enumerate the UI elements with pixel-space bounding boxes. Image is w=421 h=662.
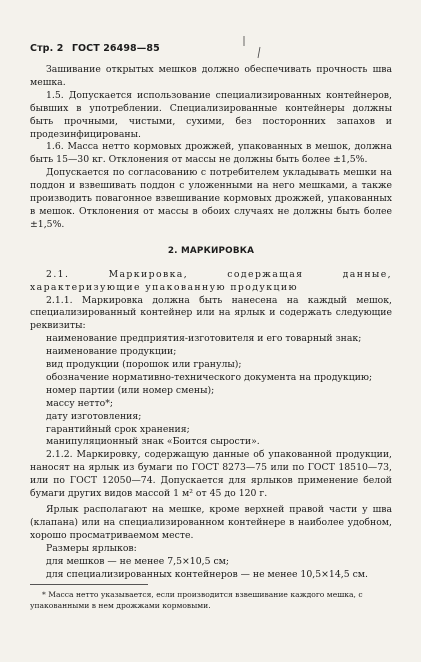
section-title: 2. МАРКИРОВКА <box>167 245 255 256</box>
paragraph-2-1: 2.1. Маркировка, содержащая данные, характеризующие упакованную продукцию <box>30 268 392 293</box>
list-item: массу нетто*; <box>46 397 113 409</box>
paragraph-2-1-1: 2.1.1. Маркировка должна быть нанесена на каждый мешок, специализированный контейнер или на ярлык и содержать следующие реквизиты: <box>30 294 392 332</box>
footnote <box>30 590 392 611</box>
footnote-text: * Масса нетто указывается, если производится взвешивание каждого мешка, с упакованными в нем дрожжами кормовыми. <box>30 590 363 610</box>
list-item: вид продукции (порошок или гранулы); <box>46 359 242 371</box>
paragraph-1-6: 1.6. Масса нетто кормовых дрожжей, упакованных в мешок, должна быть 15—30 кг. Отклонения от массы не должны быть более ±1,5%. <box>30 141 392 166</box>
standard-number: ГОСТ 26498—85 <box>71 43 160 54</box>
paragraph-stitching: Зашивание открытых мешков должно обеспечивать прочность шва мешка. <box>30 64 392 88</box>
paragraph-2-1-2: 2.1.2. Маркировку, содержащую данные об упакованной продукции, наносят на ярлык из бумаги по ГОСТ 8273—75 или по ГОСТ 18510—73, или по ГОСТ 12050—74. Допускается для ярлыков применение белой бумаги других видов массой 1 м² от 45 до 120 г. <box>30 449 392 500</box>
label-size-containers: для специализированных контейнеров — не менее 10,5×14,5 см. <box>46 568 368 580</box>
label-size-bags: для мешков — не менее 7,5×10,5 см; <box>46 555 230 567</box>
footnote-divider <box>30 584 148 585</box>
page-header <box>30 43 165 54</box>
requisites-list <box>30 333 392 449</box>
list-item: наименование предприятия-изготовителя и его товарный знак; <box>46 333 362 345</box>
page-number: Стр. 2 <box>30 43 64 54</box>
paragraph-pallet: Допускается по согласованию с потребителем укладывать мешки на поддон и взвешивать поддон с уложенными на него мешками, а также производить повагонное взвешивание кормовых дрожжей, упакованных в мешок. Отклонения от массы в обоих случаях не должны быть более ±1,5%. <box>30 167 392 230</box>
paragraph-1-5: 1.5. Допускается использование специализированных контейнеров, бывших в употреблении. Специализированные контейнеры должны быть прочными, чистыми, сухими, без посторонних запахов и продезинфицированы. <box>30 89 392 140</box>
margin-marks <box>238 34 268 60</box>
label-sizes-title: Размеры ярлыков: <box>46 542 137 554</box>
paragraph-label-placement: Ярлык располагают на мешке, кроме верхней правой части у шва (клапана) или на специализированном контейнере в наиболее удобном, хорошо просматриваемом месте. <box>30 504 392 541</box>
document-body <box>30 64 392 581</box>
list-item: манипуляционный знак «Боится сырости». <box>46 436 260 448</box>
list-item: дату изготовления; <box>46 410 142 422</box>
list-item: номер партии (или номер смены); <box>46 384 215 396</box>
list-item: обозначение нормативно-технического документа на продукцию; <box>46 371 373 383</box>
list-item: наименование продукции; <box>46 346 177 358</box>
list-item: гарантийный срок хранения; <box>46 423 190 435</box>
